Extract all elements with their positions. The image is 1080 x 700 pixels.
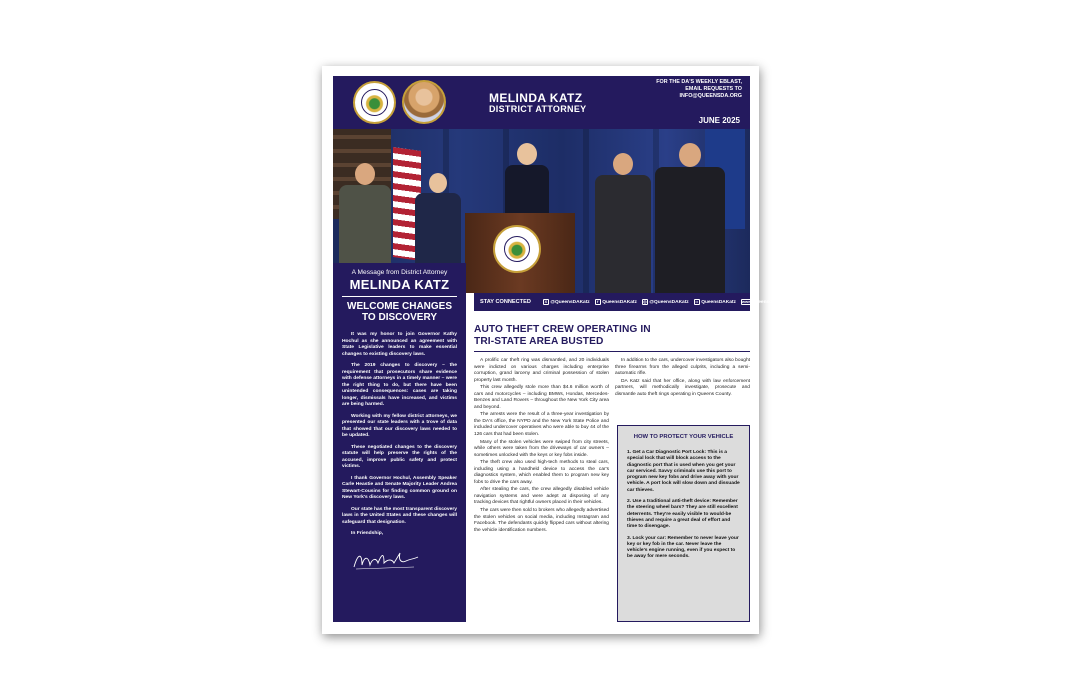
web-icon: www bbox=[741, 299, 752, 304]
social-facebook[interactable]: f QueensDAKatz bbox=[595, 299, 637, 305]
tip-item: 2. Use a traditional anti-theft device: Remember the steering wheel bars? They are still excellent deterrents. They're easily visible to would-be thieves and require a great deal of effort and time to disengage. bbox=[627, 499, 738, 530]
tip-item: 3. Lock your car: Remember to never leave your key or key fob in the car. Never leave the vehicle's engine running, even if you expect to be away for mere seconds. bbox=[627, 535, 739, 560]
article-column-right bbox=[615, 358, 750, 399]
social-instagram[interactable]: ◎ @QueensDAKatz bbox=[643, 299, 689, 305]
social-web[interactable]: www queensda.org bbox=[741, 299, 784, 305]
vehicle-tips-box bbox=[617, 425, 750, 622]
eblast-note: FOR THE DA'S WEEKLY EBLAST, EMAIL REQUESTS TO INFO@QUEENSDA.ORG bbox=[642, 79, 742, 99]
message-signoff: In Friendship, bbox=[351, 531, 384, 536]
article-paragraph: DA Katz said that her office, along with law enforcement partners, will methodically investigate, prosecute and dismantle auto theft rings operating in Queens County. bbox=[615, 378, 750, 397]
tip-item: 1. Get a Car Diagnostic Port Lock: This is a special lock that will block access to the diagnostic port that is used when you get your car serviced. Savvy criminals use this port to program new key fobs and drive away with your vehicle. A port lock will slow down and dissuade car thieves. bbox=[627, 450, 740, 493]
message-paragraph: Our state has the most transparent discovery laws in the United States and these changes will safeguard that designation. bbox=[342, 506, 457, 525]
article-paragraph: The cars were then sold to brokers who allegedly advertised the stolen vehicles on social media, including Instagram and Facebook. The defendants quickly flipped cars without altering the vehicle identification numbers. bbox=[474, 508, 609, 533]
issue-date: JUNE 2025 bbox=[698, 116, 740, 125]
article-paragraph: The theft crew also used high-tech methods to steal cars, including using a handheld device to access the car's diagnostics system, which enabled them to program new key fobs to drive the cars away. bbox=[474, 460, 609, 485]
message-paragraph: These negotiated changes to the discovery statute will help preserve the rights of the accused, improve public safety and protect victims. bbox=[342, 444, 457, 469]
newsletter-page bbox=[322, 66, 784, 634]
article-column-left bbox=[474, 358, 609, 535]
article-paragraph: Many of the stolen vehicles were swiped from city streets, while others were taken from the driveways of car owners – sometimes unlocked with the keys or key fobs inside. bbox=[474, 439, 609, 458]
facebook-icon: f bbox=[595, 299, 601, 305]
masthead-name: MELINDA KATZ bbox=[489, 91, 583, 105]
message-heading: WELCOME CHANGES TO DISCOVERY bbox=[347, 301, 452, 323]
social-flickr[interactable]: •• QueensDAKatz bbox=[695, 299, 736, 305]
article-paragraph: In addition to the cars, undercover investigators also bought three firearms from the alleged culprits, including a semi-automatic rifle. bbox=[615, 358, 750, 376]
flickr-icon: •• bbox=[695, 299, 699, 304]
x-icon: X bbox=[544, 299, 548, 304]
instagram-icon: ◎ bbox=[643, 299, 647, 304]
masthead bbox=[333, 76, 750, 129]
article-title: AUTO THEFT CREW OPERATING IN TRI-STATE AREA BUSTED bbox=[474, 324, 651, 348]
message-name: MELINDA KATZ bbox=[349, 277, 450, 292]
da-portrait bbox=[402, 80, 446, 124]
stay-connected-bar bbox=[474, 293, 784, 311]
article-paragraph: This crew allegedly stole more than $4.6 million worth of cars and motorcycles – including BMWs, Hondas, Mercedes-Benzes and Land Rovers – throughout the New York City area and beyond. bbox=[474, 385, 609, 410]
stay-connected-label: STAY CONNECTED bbox=[480, 299, 531, 305]
message-paragraph: It was my honor to join Governor Kathy Hochul as she announced an agreement with State Legislative leaders to make essential changes to existing discovery laws. bbox=[342, 332, 457, 357]
message-paragraph: Working with my fellow district attorneys, we presented our state leaders with a trove of data that showed that our discovery laws needed to be updated. bbox=[342, 413, 457, 438]
article-paragraph: The arrests were the result of a three-year investigation by the DA's office, the NYPD and the New York State Police and included undercover operatives who were able to buy 44 of the 126 cars that had been stolen. bbox=[474, 412, 609, 437]
article-paragraph: After stealing the cars, the crew allegedly disabled vehicle navigation systems and were adept at disposing of any tracking devices that rightful owners placed in their vehicles. bbox=[474, 487, 609, 506]
social-x[interactable]: X @QueensDAKatz bbox=[544, 299, 590, 305]
message-intro: A Message from District Attorney bbox=[351, 269, 448, 276]
masthead-role: DISTRICT ATTORNEY bbox=[489, 104, 587, 114]
podium-seal bbox=[493, 225, 541, 273]
da-message-column bbox=[333, 263, 466, 622]
email-link[interactable]: INFO@QUEENSDA.ORG bbox=[679, 92, 742, 99]
article-paragraph: A prolific car theft ring was dismantled, and 20 individuals were indicted on various charges including enterprise corruption, grand larceny and criminal possession of stolen property last month. bbox=[474, 358, 609, 383]
message-paragraph: I thank Governor Hochul, Assembly Speaker Carle Heastie and Senate Majority Leader Andrea Stewart-Cousins for finding common ground on New York's discovery laws. bbox=[342, 475, 457, 500]
tips-heading: HOW TO PROTECT YOUR VEHICLE bbox=[633, 434, 734, 440]
signature bbox=[350, 547, 420, 573]
message-paragraph: The 2019 changes to discovery – the requirement that prosecutors share evidence with defense attorneys in a timely manner – were the right thing to do, but there have been unintended consequences: cases are taking longer, dismissals have increased, and victims are being harmed. bbox=[342, 363, 457, 407]
district-attorney-seal bbox=[353, 81, 396, 124]
